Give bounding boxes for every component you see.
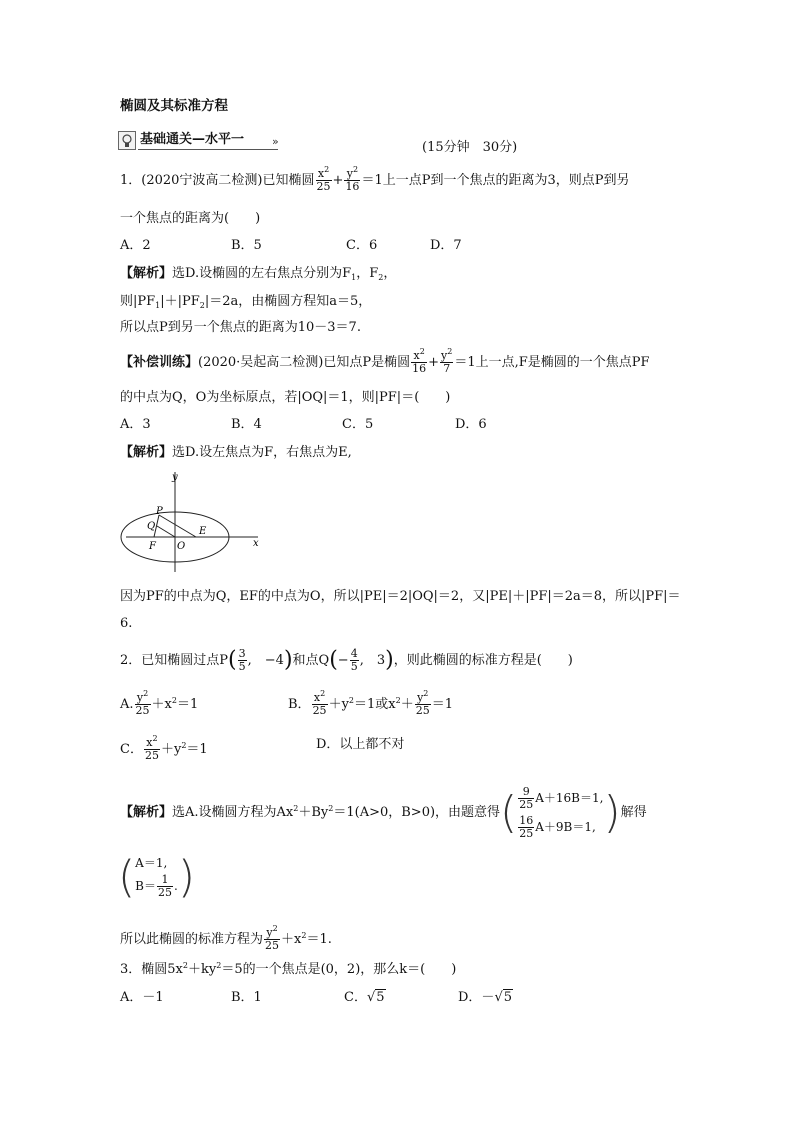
q3-option-c: C．√5 [344,990,385,1005]
fig-label-e: E [199,526,207,537]
supp-option-c: C．5 [342,417,374,432]
q1-solution-line1: 【解析】选D.设椭圆的左右焦点分别为$F_1$，$F_2$， [120,266,397,282]
supp-solution-line1: 【解析】选D.设左焦点为F，右焦点为E, [120,445,352,460]
fig-label-f: F [149,541,156,552]
q3-line1: 3．椭圆$5x^2+ky^2=5$的一个焦点是(0，2)，那么k＝( ) [120,961,457,977]
q2-line1: 2．已知椭圆过点P( $\frac{3}{5}$ , −4)和点Q(− $\frac{4}{5}$ , 3)，则此椭圆的标准方程是( ) [120,647,573,673]
fig-label-o: O [177,541,186,552]
q2-option-b: B． $\frac{x^2}{25}$ $+y^2=1$或$x^2+$ $\frac{y^2}{25}$ ＝1 [288,689,454,717]
q1-line2: 一个焦点的距离为( ) [120,211,261,226]
q2-solution-result: ( A＝1, B＝ $\frac{1}{25}$ . ) [118,851,195,903]
fig-label-q: Q [147,521,156,532]
fig-label-x: x [253,538,259,549]
svg-text:»: » [272,135,279,148]
supp-option-b: B．4 [231,417,262,432]
q1-option-b: B．5 [231,238,262,253]
supp-line2: 的中点为Q，O为坐标原点，若|OQ|＝1，则|PF|＝( ) [120,390,451,405]
level-banner [118,131,286,151]
supp-option-d: D．6 [455,417,487,432]
supp-line1: 【补偿训练】(2020·吴起高二检测)已知点P是椭圆 $\frac{x^2}{16}$ + $\frac{y^2}{7}$ ＝1上一点,F是椭圆的一个焦点PF [120,347,650,375]
q1-line1: 1．(2020宁波高二检测)已知椭圆 $\frac{x^2}{25}$ + $\frac{y^2}{16}$ ＝1上一点P到一个焦点的距离为3，则点P到另 [120,165,630,193]
supp-option-a: A．3 [120,417,151,432]
q2-solution-conclusion: 所以此椭圆的标准方程为 $\frac{y^2}{25}$ $+x^2=1$. [120,924,332,952]
q2-option-d: D．以上都不对 [316,737,405,752]
q2-solution-line1: 【解析】选A.设椭圆方程为$Ax^2+By^2=1(A>0$，B>0)，由题意得( $\frac{9}{25}$ A＋16B＝1, $\frac{16}{25}$ A＋9B＝1, )解得 [120,785,647,840]
q1-solution-line3: 所以点P到另一个焦点的距离为10－3＝7. [120,320,361,335]
q3-option-b: B．1 [231,990,262,1005]
q1-solution-line2: 则$|PF_1|+|PF_2|=2a$，由椭圆方程知a＝5， [120,294,372,310]
supp-solution-line3: 6. [120,616,133,631]
time-score: (15分钟 30分) [422,140,518,155]
ellipse-figure [120,468,265,576]
supp-solution-line2: 因为PF的中点为Q，EF的中点为O，所以|PE|＝2|OQ|＝2，又|PE|＋|PF|＝2a＝8，所以|PF|＝ [120,589,681,604]
fig-label-p: P [156,506,163,517]
q2-option-a: A. $\frac{y^2}{25}$ $+x^2=1$ [120,689,199,717]
q3-option-d: D．－√5 [458,990,513,1005]
q2-option-c: C． $\frac{x^2}{25}$ $+y^2=1$ [120,734,208,762]
q1-option-d: D．7 [430,238,462,253]
q3-option-a: A．－1 [120,990,164,1005]
section-title: 椭圆及其标准方程 [120,98,228,114]
q1-option-c: C．6 [346,238,378,253]
level-banner-text: 基础通关—水平一 [140,132,245,147]
q1-option-a: A．2 [120,238,151,253]
fig-label-y: y [172,472,178,483]
